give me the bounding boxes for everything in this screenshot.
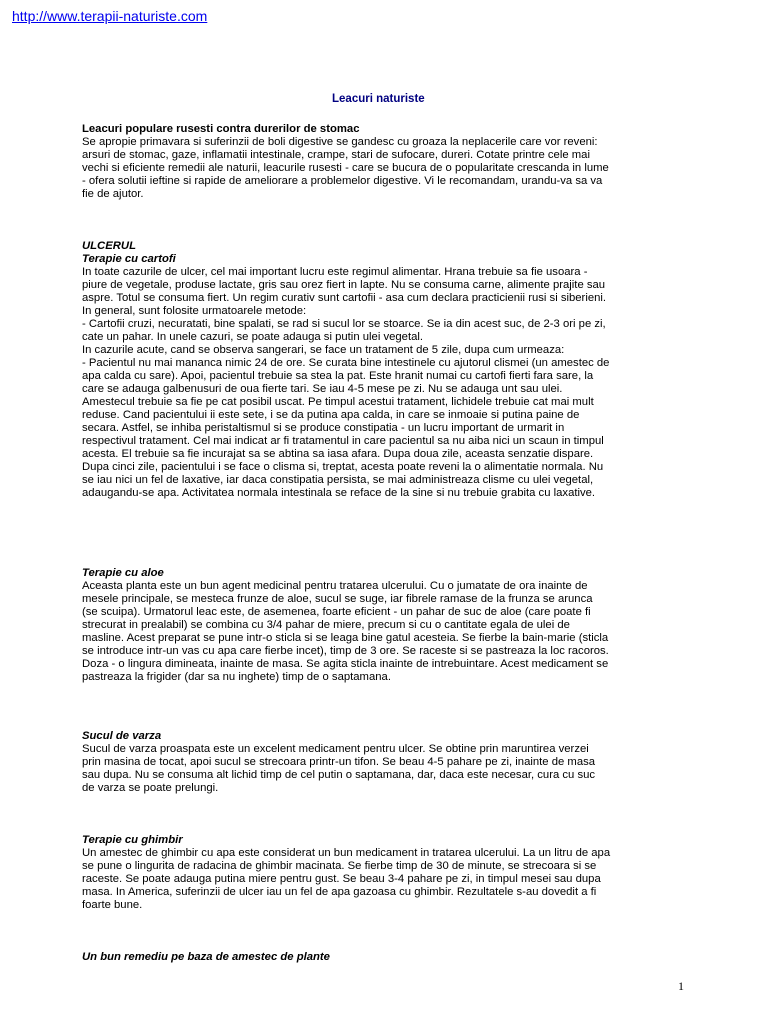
aloe-section (82, 567, 688, 684)
ulcer-heading: ULCERUL (82, 240, 136, 252)
aloe-heading: Terapie cu aloe (82, 567, 164, 579)
ginger-section (82, 834, 688, 912)
document-title: Leacuri naturiste (332, 93, 425, 105)
aloe-text: Aceasta planta este un bun agent medicinal pentru tratarea ulcerului. Cu o jumatate de ora inainte de mesele principale, se mesteca frunze de aloe, sucul se suge, iar fibrele ramase de la frunza se arunca (se scuipa). Urmatorul leac este, de asemenea, foarte eficient - un pahar de suc de aloe (care poate fi strecurat in prealabil) se combina cu 3/4 pahar de miere, precum si cu o cantitate egala de ulei de masline. Acest preparat se pune intr-o sticla si se leaga bine gatul acesteia. Se fierbe la bain-marie (sticla se introduce intr-un vas cu apa care fierbe incet), timp de 3 ore. Se raceste si se pastreaza la loc racoros. Doza - o lingura dimineata, inainte de masa. Se agita sticla inainte de intrebuintare. Acest medicament se pastreaza la frigider (dar sa nu inghete) timp de o saptamana. (82, 580, 609, 683)
intro-section (82, 123, 688, 201)
page-number: 1 (678, 979, 684, 993)
ginger-text: Un amestec de ghimbir cu apa este considerat un bun medicament in tratarea ulcerului. La un litru de apa se pune o lingurita de radacina de ghimbir macinata. Se fierbe timp de 30 de minute, se strecoara si se raceste. Se poate adauga putina miere pentru gust. Se beau 3-4 pahare pe zi, in timpul mesei sau dupa masa. In America, suferinzii de ulcer iau un fel de apa gazoasa cu ghimbir. Rezultatele s-au dovedit a fi foarte bune. (82, 847, 611, 911)
cabbage-text: Sucul de varza proaspata este un excelent medicament pentru ulcer. Se obtine prin maruntirea verzei prin masina de tocat, apoi sucul se strecoara printr-un tifon. Se beau 4-5 pahare pe zi, inainte de masa sau dupa. Nu se consuma alt lichid timp de cel putin o saptamana, dar, daca este necesar, cura cu suc de varza se poate prelungi. (82, 743, 596, 794)
plants-section (82, 951, 688, 964)
potato-therapy-text: In toate cazurile de ulcer, cel mai important lucru este regimul alimentar. Hrana trebuie sa fie usoara - piure de vegetale, produse lactate, gris sau orez fiert in lapte. Nu se consuma carne, alimente prajite sau aspre. Totul se consuma fiert. Un regim curativ sunt cartofii - asa cum declara practicienii rusi si siberieni. In general, sunt folosite urmatoarele metode: - Cartofii cruzi, necuratati, bine spalati, se rad si sucul lor se stoarce. Se ia din acest suc, de 2-3 ori pe zi, cate un pahar. In unele cazuri, se poate adauga si putin ulei vegetal. In cazurile acute, cand se observa sangerari, se face un tratament de 5 zile, dupa cum urmeaza: - Pacientul nu mai mananca nimic 24 de ore. Se curata bine intestinele cu ajutorul clismei (un amestec de apa calda cu sare). Apoi, pacientul trebuie sa stea la pat. Este hranit numai cu cartofi fierti fara sare, la care se adauga galbenusuri de oua fierte tari. Se iau 4-5 mese pe zi. Nu se adauga unt sau ulei. Amestecul trebuie sa fie pe cat posibil uscat. Pe timpul acestui tratament, lichidele trebuie cat mai mult reduse. Cand pacientului ii este sete, i se da putina apa calda, in care se inmoaie si putina paine de secara. Astfel, se inhiba peristaltismul si se produce constipatia - un lucru important de urmarit in respectivul tratament. Cel mai indicat ar fi tratamentul in care pacientul sa nu aiba nici un scaun in timpul acesta. El trebuie sa fie incurajat sa se abtina sa iasa afara. Dupa doua zile, aceasta senzatie dispare. Dupa cinci zile, pacientului i se face o clisma si, treptat, acesta poate reveni la o alimentatie normala. Nu se iau nici un fel de laxative, iar daca constipatia persista, se mai administreaza clisme cu ulei vegetal, adaugandu-se apa. Activitatea normala intestinala se reface de la sine si nu trebuie grabita cu laxative. (82, 266, 610, 499)
intro-heading: Leacuri populare rusesti contra durerilor de stomac (82, 123, 360, 135)
potato-therapy-heading: Terapie cu cartofi (82, 253, 176, 265)
cabbage-heading: Sucul de varza (82, 730, 162, 742)
intro-text: Se apropie primavara si suferinzii de boli digestive se gandesc cu groaza la neplacerile care vor reveni: arsuri de stomac, gaze, inflamatii intestinale, crampe, stari de sufocare, dureri. Cotate printre cele mai vechi si eficiente remedii ale naturii, leacurile rusesti - care se bucura de o popularitate crescanda in lume - ofera solutii ieftine si rapide de ameliorare a problemelor digestive. Vi le recomandam, urandu-va sa va fie de ajutor. (82, 136, 609, 200)
cabbage-section (82, 730, 688, 795)
ulcer-section (82, 240, 688, 500)
plants-heading: Un bun remediu pe baza de amestec de plante (82, 951, 330, 963)
site-url-link[interactable]: http://www.terapii-naturiste.com (12, 8, 208, 24)
ginger-heading: Terapie cu ghimbir (82, 834, 183, 846)
